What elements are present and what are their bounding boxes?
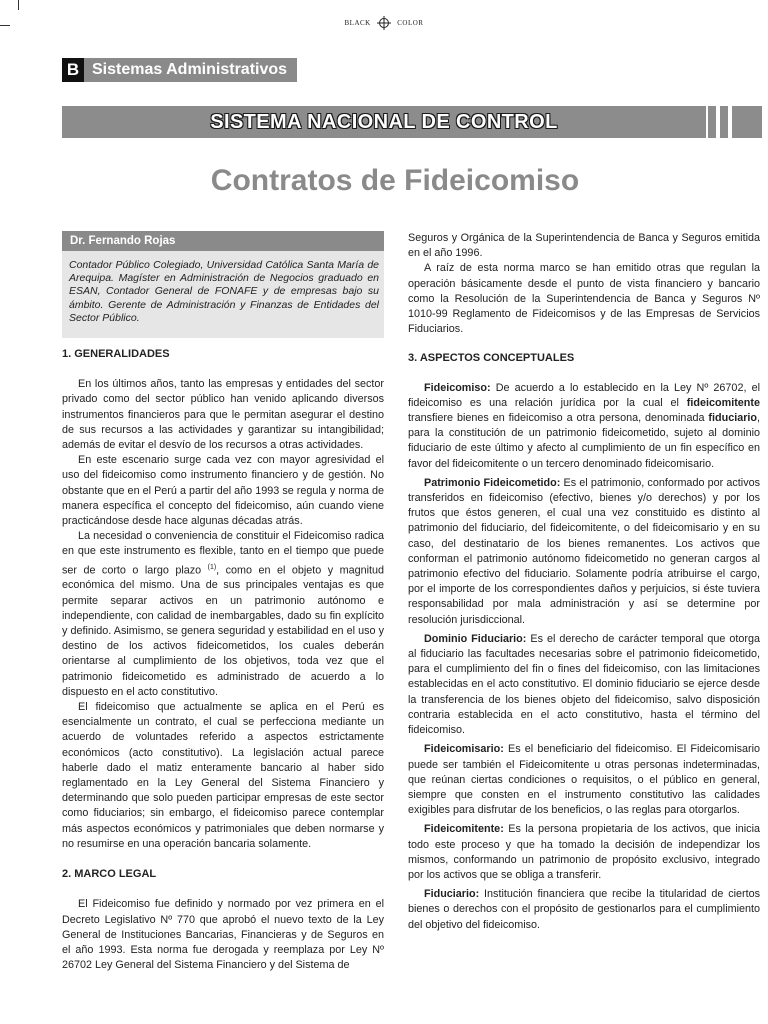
paragraph: La necesidad o conveniencia de constituir el Fideicomiso radica en que este instrumento es flexible, tanto en el tiempo que puede ser de corto o largo plazo $^{(1)}$, como en el objeto y magnitud económica del mismo. Una de sus principales ventajas es que permite separar activos en un patrimonio autónomo e independiente, con calidad de inembargables, dado su fin explícito y definido. Asimismo, se genera seguridad y estabilidad en el uso y destino de los activos fideicometidos, los cuales deberán orientarse al cumplimiento de los objetivos, toda vez que el patrimonio fideicometido es administrado de acuerdo a lo dispuesto en el acto constitutivo. [62,530,384,698]
definition-fideicomisario: Fideicomisario: Es el beneficiario del fideicomiso. El Fideicomisario puede ser también el Fideicomitente u otras personas indeterminadas, que reúnan ciertas condiciones o requisitos, o el público en general, siempre que consten en el instrumento constitutivo las calidades exigibles para disfrutar de los beneficios, o las reglas para otorgarlos. [408,743,760,817]
registration-target-icon [377,16,391,30]
definition-fideicomiso: Fideicomiso: De acuerdo a lo establecido en la Ley Nº 26702, el fideicomiso es una relación jurídica por la cual el fideicomitente transfiere bienes en fideicomiso a otra persona, denominada fiduciario, para la constitución de un patrimonio fideicometido, sujeto al dominio fiduciario de este último y afecto al cumplimiento de un fin específico en favor del fideicomitente o un tercero denominado fideicomisario. [408,381,760,470]
heading-aspectos-conceptuales: 3. ASPECTOS CONCEPTUALES [408,352,575,365]
paragraph: El Fideicomiso fue definido y normado por vez primera en el Decreto Legislativo Nº 770 que aprobó el nuevo texto de la Ley General de Instituciones Bancarias, Financieras y de Seguros en el año 1993. Esta norma fue derogada y reemplaza por Ley Nº 26702 Ley General del Sistema Financiero y del Sistema de [62,898,384,972]
footnote-ref: (1) [207,563,217,571]
registration-color-label: COLOR [397,19,424,27]
banner-title: SISTEMA NACIONAL DE CONTROL [210,111,558,133]
registration-bar [0,16,768,30]
paragraph: El fideicomiso que actualmente se aplica en el Perú es esencialmente un contrato, el cual se perfecciona mediante un acuerdo de voluntades referido a aspectos estrictamente económicos (acto constitutivo). La legislación actual parece haberle dado el matiz enteramente bancario al haber sido reglamentado en la Ley General del Sistema Financiero y determinando que solo pueden participar empresas de este sector como fiduciarios; sin embargo, el fideicomiso parece contemplar más aspectos económicos y patrimoniales que deben normarse y no resumirse en una operación bancaria solamente. [62,701,384,850]
section-letter: B [62,58,84,82]
registration-black-label: BLACK [344,19,371,27]
author-name: Dr. Fernando Rojas [62,231,384,251]
column-left [62,347,384,973]
paragraph: A raíz de esta norma marco se han emitido otras que regulan la operación básicamente desde el punto de vista financiero y bancario como la Resolución de la Superintendencia de Banca y Seguros Nº 1010-99 Reglamento de Fideicomisos y de las Empresas de Servicios Fiduciarios. [408,262,760,336]
author-bio: Contador Público Colegiado, Universidad Católica Santa María de Arequipa. Magíster en Administración de Negocios graduado en ESAN, Contador General de FONAFE y de empresas bajo su ámbito. Gerente de Administración y Finanzas de Entidades del Sector Público. [69,259,379,324]
paragraph: En este escenario surge cada vez con mayor agresividad el uso del fideicomiso como instrumento financiero y de gestión. No obstante que en el Perú a partir del año 1993 se regula y norma de manera específica el concepto del fideicomiso, aún cuando viene practicándose desde hace algunas décadas atrás. [62,454,384,528]
definition-fiduciario: Fiduciario: Institución financiera que recibe la titularidad de ciertos bienes o derechos con el propósito de gestionarlos para el cumplimiento del objetivo del fideicomiso. [408,888,760,931]
definition-dominio: Dominio Fiduciario: Es el derecho de carácter temporal que otorga al fiduciario las facultades necesarias sobre el patrimonio fideicometido, para el cumplimiento del fin o fines del fideicomiso, con las limitaciones establecidas en el acto constitutivo. El dominio fiduciario se ejerce desde la transferencia de los bienes objeto del fideicomiso, salvo disposición contraria establecida en el acto constitutivo, hasta el término del fideicomiso. [408,632,760,737]
heading-marco-legal: 2. MARCO LEGAL [62,868,157,881]
article-title: Contratos de Fideicomiso [210,164,580,197]
column-right [408,231,760,933]
author-box [62,231,384,338]
crop-mark [18,0,19,10]
section-label: Sistemas Administrativos [92,61,288,78]
definition-patrimonio: Patrimonio Fideicometido: Es el patrimonio, conformado por activos transferidos en fideicomiso (efectivo, bienes y/o derechos) y por los frutos que éstos generen, el cual una vez constituido es distinto al patrimonio del fiduciario, del fideicomitente, o del fideicomisario y en su caso, del destinatario de los bienes remanentes. Los activos que conforman el patrimonio autónomo fideicometido no generan cargos al patrimonio efectivo del fiduciario. Solamente podría atribuirse el cargo, por el importe de los correspondientes daños y perjuicios, si éste tuviera responsabilidad por mala administración y así se determine por resolución jurisdiccional. [408,476,760,626]
banner [62,106,706,138]
paragraph: En los últimos años, tanto las empresas y entidades del sector privado como del sector público han venido aplicando diversos instrumentos financieros para que le permitan asegurar el destino de sus recursos a las actividades y garantizar su intangibilidad; además de evitar el desvío de los recursos a otras actividades. [62,378,384,452]
paragraph: Seguros y Orgánica de la Superintendencia de Banca y Seguros emitida en el año 1996. [408,232,760,260]
section-tag [62,58,297,82]
banner-stripes [706,106,762,138]
definition-fideicomitente: Fideicomitente: Es la persona propietaria de los activos, que inicia todo este proceso y que ha tomado la decisión de independizar los mismos, conformando un patrimonio de propósito exclusivo, integrado por los activos que se obliga a transferir. [408,823,760,881]
heading-generalidades: 1. GENERALIDADES [62,348,170,360]
